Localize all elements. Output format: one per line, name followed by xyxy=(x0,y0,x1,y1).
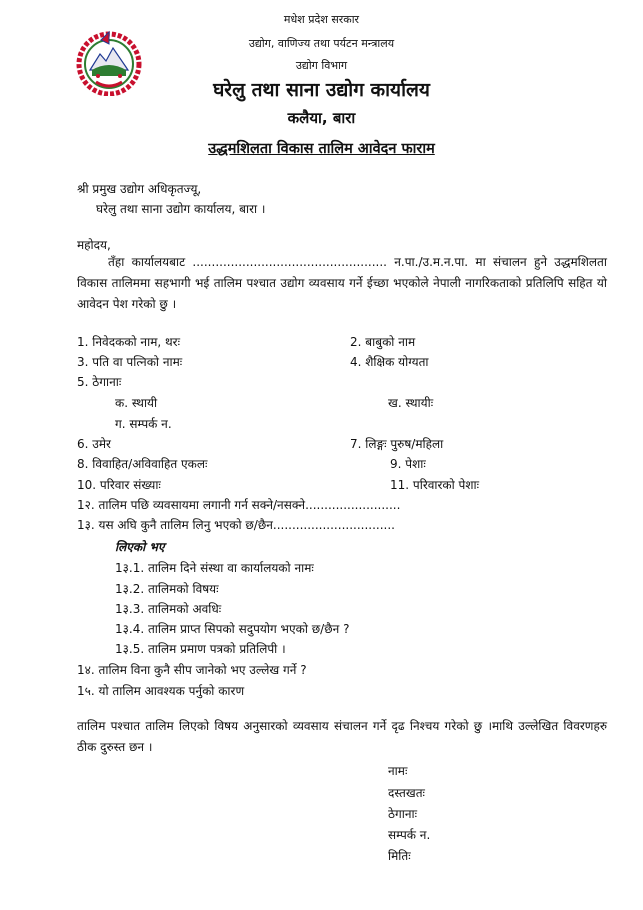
header-line-1: मधेश प्रदेश सरकार xyxy=(283,13,360,26)
field-other-skills: 1४. तालिम विना कुनै सीप जानेको भए उल्लेख गर्ने ? xyxy=(77,663,307,677)
field-certificate-copy: 1३.5. तालिम प्रमाण पत्रको प्रतिलिपी । xyxy=(115,642,286,656)
field-training-duration: 1३.3. तालिमको अवधिः xyxy=(115,602,222,616)
field-spouse-name: 3. पति वा पत्निको नामः xyxy=(77,355,183,369)
field-marital-status: 8. विवाहित/अविवाहित एकलः xyxy=(77,457,208,471)
field-contact-number: ग. सम्पर्क न. xyxy=(115,417,172,431)
field-investment: 1२. तालिम पछि व्यवसायमा लगानी गर्न सक्ने/नसक्ने......................... xyxy=(77,498,401,512)
field-training-subject: 1३.2. तालिमको विषयः xyxy=(115,582,219,596)
field-father-name: 2. बाबुको नाम xyxy=(350,335,416,349)
signature-sign: दस्तखतः xyxy=(388,786,425,800)
application-paragraph: तँहा कार्यालयबाट ................................................... न.पा./उ.म.न.पा. मा संचालन हुने उद्धमशिलता विकास तालिममा सहभागी भई तालिम पश्चात उद्योग व्यवसाय गर्ने ईच्छा भएकोले नेपाली नागरिकताको प्रतिलिपि सहित यो आवेदन पेश गरेको छु । xyxy=(77,255,607,311)
office-name: घरेलु तथा साना उद्योग कार्यालय xyxy=(213,79,430,101)
field-education: 4. शैक्षिक योग्यता xyxy=(350,355,429,369)
signature-name: नामः xyxy=(388,764,408,778)
field-training-institute: 1३.1. तालिम दिने संस्था वा कार्यालयको नामः xyxy=(115,561,314,575)
signature-address: ठेगानाः xyxy=(388,807,418,821)
field-address-permanent: क. स्थायी xyxy=(115,396,158,410)
signature-contact: सम्पर्क न. xyxy=(388,828,431,842)
salutation: महोदय, xyxy=(77,238,111,252)
addressee-line-1: श्री प्रमुख उद्योग अधिकृतज्यू, xyxy=(77,182,202,196)
field-family-size: 10. परिवार संख्याः xyxy=(77,478,161,492)
label-if-taken: लिएको भए xyxy=(115,540,165,554)
field-skill-utilization: 1३.4. तालिम प्राप्त सिपको सदुपयोग भएको छ/छैन ? xyxy=(115,622,350,636)
field-address: 5. ठेगानाः xyxy=(77,375,122,389)
field-applicant-name: 1. निवेदकको नाम, थरः xyxy=(77,335,181,349)
declaration-paragraph: तालिम पश्चात तालिम लिएको विषय अनुसारको व्यवसाय संचालन गर्ने दृढ निश्चय गरेको छु ।माथि उल्लेखित विवरणहरु ठीक दुरुस्त छन । xyxy=(77,719,607,754)
office-location: कलैया, बारा xyxy=(287,109,356,127)
field-address-temporary: ख. स्थायीः xyxy=(388,396,434,410)
field-age: 6. उमेर xyxy=(77,437,111,451)
form-title: उद्धमशिलता विकास तालिम आवेदन फाराम xyxy=(208,141,435,157)
signature-date: मितिः xyxy=(388,849,411,863)
field-gender: 7. लिङ्गः पुरुष/महिला xyxy=(350,437,444,451)
addressee-line-2: घरेलु तथा साना उद्योग कार्यालय, बारा । xyxy=(96,202,266,216)
field-training-reason: 1५. यो तालिम आवश्यक पर्नुको कारण xyxy=(77,684,245,698)
field-family-occupation: 11. परिवारको पेशाः xyxy=(390,478,480,492)
field-occupation: 9. पेशाः xyxy=(390,457,426,471)
header-line-2: उद्योग, वाणिज्य तथा पर्यटन मन्त्रालय xyxy=(248,37,395,50)
header-line-3: उद्योग विभाग xyxy=(295,59,348,72)
field-previous-training: 1३. यस अघि कुनै तालिम लिनु भएको छ/छैन................................ xyxy=(77,518,395,532)
